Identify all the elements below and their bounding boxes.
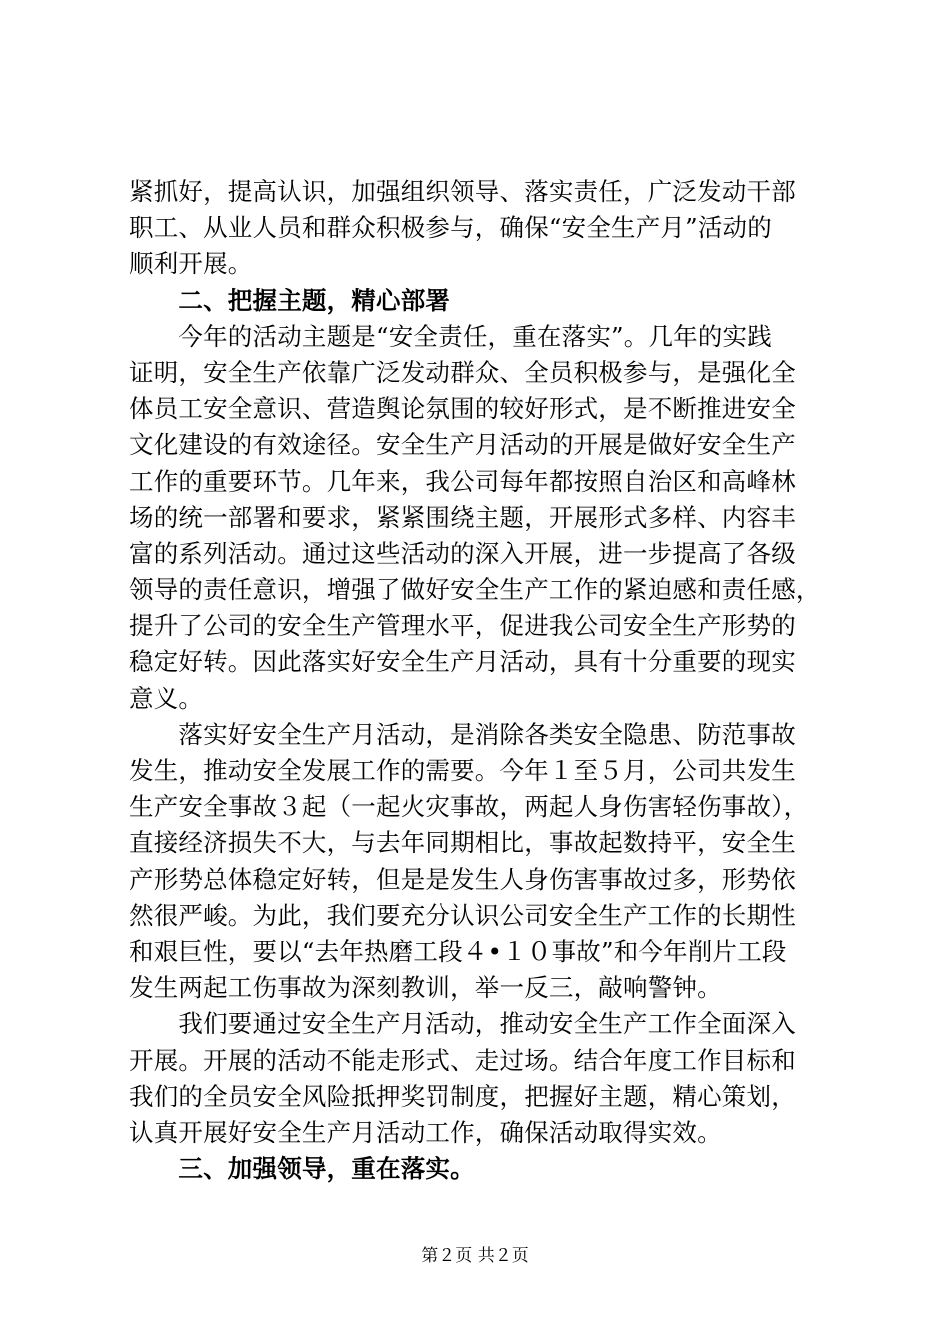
- text-line: 发生，推动安全发展工作的需要。今年１至５月，公司共发生: [129, 756, 796, 785]
- text-line: 文化建设的有效途径。安全生产月活动的开展是做好安全生产: [129, 430, 796, 460]
- text-line: 和艰巨性，要以“去年热磨工段４•１０事故”和今年削片工段: [129, 936, 787, 966]
- text-line: 开展。开展的活动不能走形式、走过场。结合年度工作目标和: [129, 1045, 796, 1075]
- text-line: 富的系列活动。通过这些活动的深入开展，进一步提高了各级: [129, 538, 796, 568]
- page-footer: 第２页 共２页: [421, 1246, 529, 1266]
- text-line: 提升了公司的安全生产管理水平，促进我公司安全生产形势的: [129, 611, 796, 641]
- text-line: 体员工安全意识、营造舆论氛围的较好形式，是不断推进安全: [129, 394, 796, 424]
- text-line: 职工、从业人员和群众积极参与，确保“安全生产月”活动的: [129, 213, 772, 243]
- text-line: 产形势总体稳定好转，但是是发生人身伤害事故过多，形势依: [129, 864, 796, 894]
- section-heading: 三、加强领导，重在落实。: [129, 1154, 475, 1184]
- text-line: 意义。: [129, 683, 204, 713]
- text-line: 落实好安全生产月活动，是消除各类安全隐患、防范事故: [129, 719, 796, 749]
- text-line: 工作的重要环节。几年来，我公司每年都按照自治区和高峰林: [129, 466, 796, 496]
- text-line: 场的统一部署和要求，紧紧围绕主题，开展形式多样、内容丰: [129, 502, 796, 532]
- text-line: 稳定好转。因此落实好安全生产月活动，具有十分重要的现实: [129, 647, 796, 677]
- text-line: 我们要通过安全生产月活动，推动安全生产工作全面深入: [129, 1009, 796, 1039]
- text-line: 领导的责任意识，增强了做好安全生产工作的紧迫感和责任感，: [129, 575, 821, 605]
- text-line: 认真开展好安全生产月活动工作，确保活动取得实效。: [129, 1117, 722, 1147]
- section-heading: 二、把握主题，精心部署: [129, 285, 451, 315]
- text-line: 然很严峻。为此，我们要充分认识公司安全生产工作的长期性: [129, 900, 796, 930]
- text-line: 紧抓好，提高认识，加强组织领导、落实责任，广泛发动干部: [129, 177, 796, 206]
- text-line: 生产安全事故３起（一起火灾事故，两起人身伤害轻伤事故），: [129, 792, 809, 822]
- text-line: 今年的活动主题是“安全责任，重在落实”。几年的实践: [129, 321, 772, 351]
- text-line: 发生两起工伤事故为深刻教训，举一反三，敲响警钟。: [129, 973, 722, 1003]
- text-line: 证明，安全生产依靠广泛发动群众、全员积极参与，是强化全: [129, 357, 796, 387]
- text-line: 顺利开展。: [129, 249, 253, 279]
- document-body: [129, 174, 834, 1187]
- text-line: 直接经济损失不大，与去年同期相比，事故起数持平，安全生: [129, 828, 796, 858]
- text-line: 我们的全员安全风险抵押奖罚制度，把握好主题，精心策划，: [129, 1081, 796, 1111]
